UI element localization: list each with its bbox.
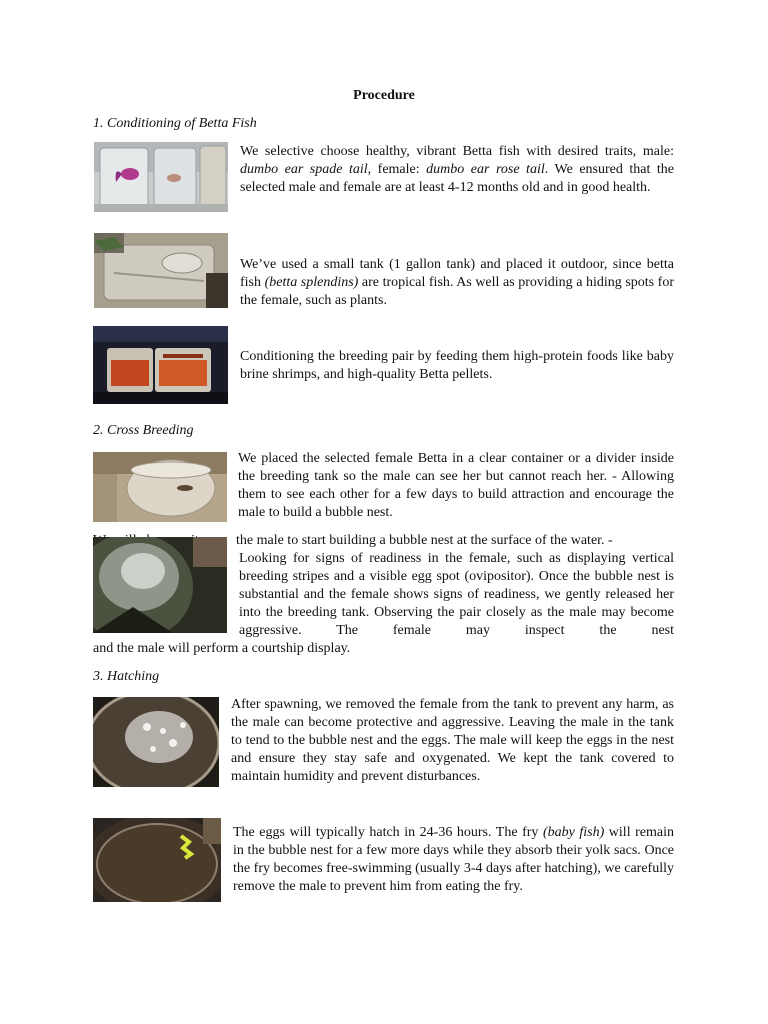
step-text-small-tank: We’ve used a small tank (1 gallon tank) and placed it outdoor, since betta fish (betta splendins) are tropical fish. As well as providing a hiding spots for the female, such as plants. [240, 257, 675, 308]
photo-fish-food [93, 326, 228, 404]
photo-female-in-container [93, 452, 227, 522]
section-heading-conditioning: 1. Conditioning of Betta Fish [93, 116, 257, 131]
section-heading-hatching: 3. Hatching [93, 669, 160, 684]
photo-betta-jars [94, 142, 228, 212]
step-text-after-spawning: After spawning, we removed the female from the tank to prevent any harm, as the male can become protective and aggressive. Leaving the male in the tank to tend to the bubble nest and the eggs. The male will keep the eggs in the nest and ensure they stay safe and oxygenated. We kept the tank covered to maintain humidity and prevent disturbances. [231, 697, 674, 784]
photo-bubble-nest [93, 537, 227, 633]
step-text-hatching-fry: The eggs will typically hatch in 24-36 hours. The fry (baby fish) will remain in the bubble nest for a few more days while they absorb their yolk sacs. Once the fry becomes free-swimming (usually 3-4 days after hatching), we carefully remove the male to prevent him from eating the fry. [233, 825, 675, 894]
step-text-monitor-last-line: and the male will perform a courtship display. [93, 641, 351, 656]
step-text-monitor-first-line: the male to start building a bubble nest at the surface of the water. - [236, 533, 613, 548]
step-text-conditioning-food: Conditioning the breeding pair by feeding them high-protein foods like baby brine shrimps, and high-quality Betta pellets. [240, 349, 674, 382]
section-heading-cross-breeding: 2. Cross Breeding [93, 423, 194, 438]
photo-eggs-in-nest [93, 697, 219, 787]
page-title: Procedure [353, 88, 415, 103]
photo-small-tank [94, 233, 228, 308]
step-text-monitor-wrap: Looking for signs of readiness in the female, such as displaying vertical breeding stripes and a visible egg spot (ovipositor). Once the bubble nest is substantial and the female shows signs of readiness, we gently released her into the breeding tank. Observing the pair closely as the male may become aggressive. The female may inspect the nest [239, 551, 674, 638]
step-text-separate-female: We placed the selected female Betta in a clear container or a divider inside the breeding tank so the male can see her but cannot reach her. - Allowing them to see each other for a few days to build attraction and encourage the male to build a bubble nest. [238, 451, 674, 520]
photo-fry [93, 818, 221, 902]
step-text-select-fish: We selective choose healthy, vibrant Betta fish with desired traits, male: dumbo ear spade tail, female: dumbo ear rose tail. We ensured that the selected male and female are at least 4-12 months old and in good health. [240, 144, 674, 195]
